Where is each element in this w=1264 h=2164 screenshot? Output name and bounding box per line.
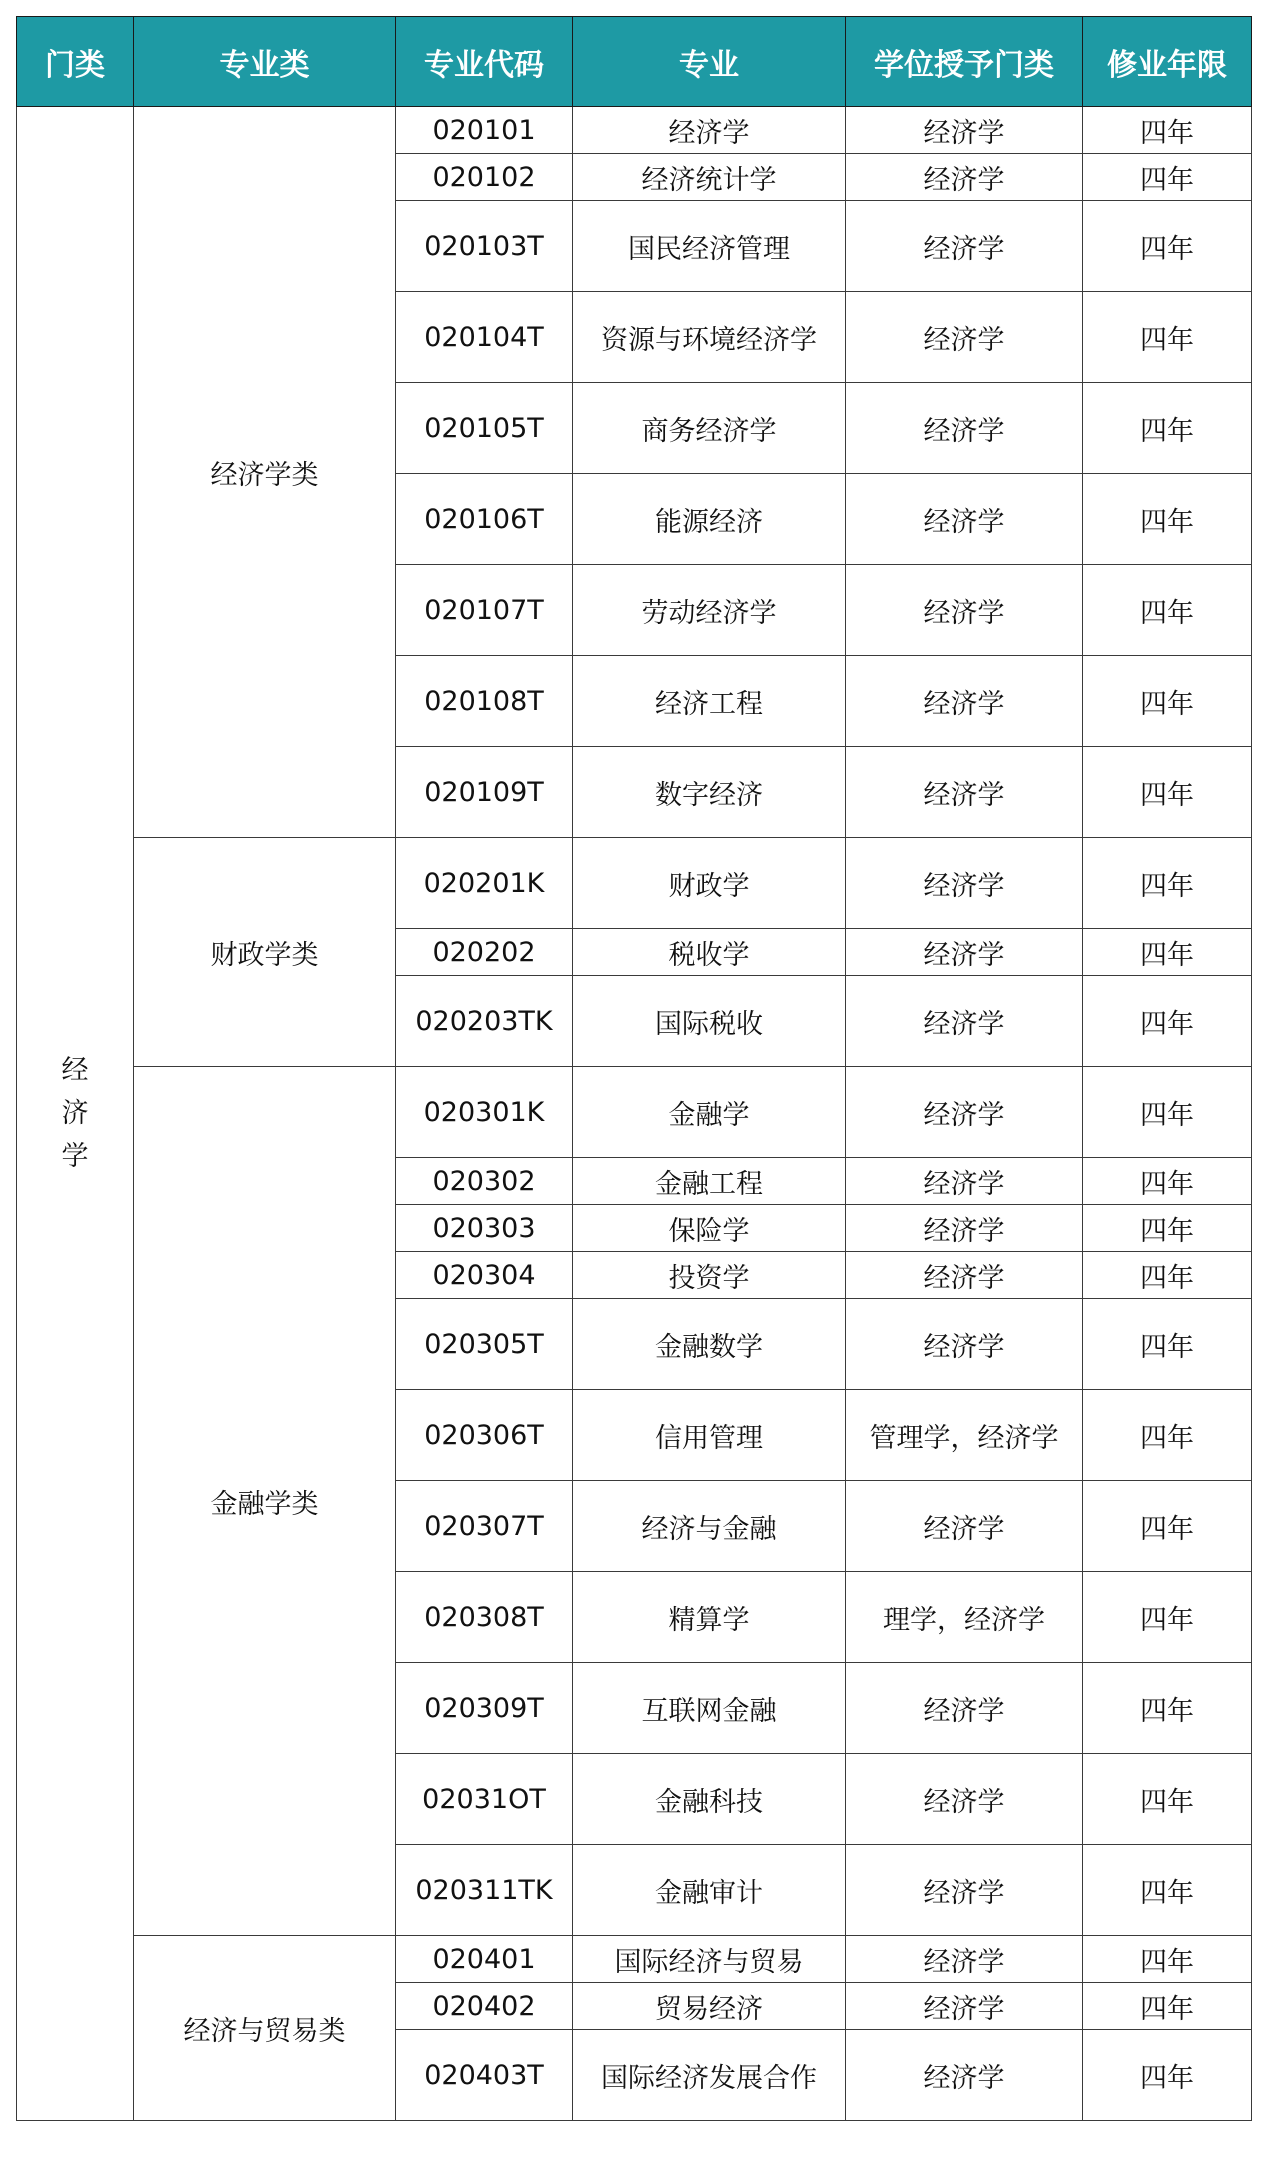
degree-cell: 经济学 <box>846 107 1083 154</box>
years-cell: 四年 <box>1083 1983 1252 2030</box>
degree-cell: 经济学 <box>846 929 1083 976</box>
category-cell: 经济学类 <box>134 107 396 838</box>
degree-cell: 经济学 <box>846 838 1083 929</box>
code-cell: 020105T <box>396 383 573 474</box>
degree-cell: 经济学 <box>846 1983 1083 2030</box>
years-cell: 四年 <box>1083 1158 1252 1205</box>
degree-cell: 经济学 <box>846 1205 1083 1252</box>
major-cell: 国际税收 <box>573 976 846 1067</box>
code-cell: 020306T <box>396 1390 573 1481</box>
header-nianxian: 修业年限 <box>1083 17 1252 107</box>
major-cell: 商务经济学 <box>573 383 846 474</box>
degree-cell: 经济学 <box>846 474 1083 565</box>
header-zhuanyelei: 专业类 <box>134 17 396 107</box>
major-cell: 贸易经济 <box>573 1983 846 2030</box>
discipline-char: 学 <box>61 1141 89 1172</box>
years-cell: 四年 <box>1083 1067 1252 1158</box>
code-cell: 020302 <box>396 1158 573 1205</box>
code-cell: 02031OT <box>396 1754 573 1845</box>
table-body <box>17 107 1252 2121</box>
majors-table <box>16 16 1252 2121</box>
degree-cell: 经济学 <box>846 2030 1083 2121</box>
years-cell: 四年 <box>1083 929 1252 976</box>
degree-cell: 理学，经济学 <box>846 1572 1083 1663</box>
years-cell: 四年 <box>1083 201 1252 292</box>
code-cell: 020201K <box>396 838 573 929</box>
degree-cell: 经济学 <box>846 1299 1083 1390</box>
major-cell: 金融审计 <box>573 1845 846 1936</box>
years-cell: 四年 <box>1083 1663 1252 1754</box>
code-cell: 020104T <box>396 292 573 383</box>
header-zhuanye: 专业 <box>573 17 846 107</box>
header-daima: 专业代码 <box>396 17 573 107</box>
code-cell: 020109T <box>396 747 573 838</box>
years-cell: 四年 <box>1083 747 1252 838</box>
major-cell: 经济工程 <box>573 656 846 747</box>
table-row <box>17 1067 1252 1158</box>
major-cell: 保险学 <box>573 1205 846 1252</box>
major-cell: 经济学 <box>573 107 846 154</box>
code-cell: 020305T <box>396 1299 573 1390</box>
category-cell: 经济与贸易类 <box>134 1936 396 2121</box>
category-cell: 财政学类 <box>134 838 396 1067</box>
table-row <box>17 1936 1252 1983</box>
header-menlei: 门类 <box>17 17 134 107</box>
code-cell: 020307T <box>396 1481 573 1572</box>
years-cell: 四年 <box>1083 565 1252 656</box>
code-cell: 020202 <box>396 929 573 976</box>
years-cell: 四年 <box>1083 292 1252 383</box>
major-cell: 金融工程 <box>573 1158 846 1205</box>
years-cell: 四年 <box>1083 2030 1252 2121</box>
discipline-char: 济 <box>61 1098 89 1129</box>
major-cell: 国际经济发展合作 <box>573 2030 846 2121</box>
category-cell: 金融学类 <box>134 1067 396 1936</box>
code-cell: 020101 <box>396 107 573 154</box>
major-cell: 互联网金融 <box>573 1663 846 1754</box>
table-row <box>17 838 1252 929</box>
major-cell: 能源经济 <box>573 474 846 565</box>
code-cell: 020402 <box>396 1983 573 2030</box>
years-cell: 四年 <box>1083 383 1252 474</box>
code-cell: 020203TK <box>396 976 573 1067</box>
major-cell: 财政学 <box>573 838 846 929</box>
code-cell: 020403T <box>396 2030 573 2121</box>
major-cell: 金融科技 <box>573 1754 846 1845</box>
degree-cell: 经济学 <box>846 1845 1083 1936</box>
code-cell: 020103T <box>396 201 573 292</box>
major-cell: 资源与环境经济学 <box>573 292 846 383</box>
years-cell: 四年 <box>1083 1390 1252 1481</box>
degree-cell: 经济学 <box>846 201 1083 292</box>
code-cell: 020108T <box>396 656 573 747</box>
discipline-char: 经 <box>61 1055 89 1086</box>
degree-cell: 经济学 <box>846 1663 1083 1754</box>
code-cell: 020401 <box>396 1936 573 1983</box>
code-cell: 020304 <box>396 1252 573 1299</box>
code-cell: 020301K <box>396 1067 573 1158</box>
degree-cell: 管理学，经济学 <box>846 1390 1083 1481</box>
years-cell: 四年 <box>1083 1299 1252 1390</box>
header-xuewei: 学位授予门类 <box>846 17 1083 107</box>
degree-cell: 经济学 <box>846 565 1083 656</box>
code-cell: 020303 <box>396 1205 573 1252</box>
degree-cell: 经济学 <box>846 747 1083 838</box>
years-cell: 四年 <box>1083 1572 1252 1663</box>
years-cell: 四年 <box>1083 1936 1252 1983</box>
degree-cell: 经济学 <box>846 1754 1083 1845</box>
major-cell: 精算学 <box>573 1572 846 1663</box>
years-cell: 四年 <box>1083 976 1252 1067</box>
years-cell: 四年 <box>1083 154 1252 201</box>
degree-cell: 经济学 <box>846 1158 1083 1205</box>
years-cell: 四年 <box>1083 107 1252 154</box>
major-cell: 国际经济与贸易 <box>573 1936 846 1983</box>
major-cell: 税收学 <box>573 929 846 976</box>
degree-cell: 经济学 <box>846 1936 1083 1983</box>
discipline-cell <box>17 107 134 2121</box>
major-cell: 金融学 <box>573 1067 846 1158</box>
code-cell: 020107T <box>396 565 573 656</box>
code-cell: 020102 <box>396 154 573 201</box>
code-cell: 020308T <box>396 1572 573 1663</box>
degree-cell: 经济学 <box>846 1067 1083 1158</box>
major-cell: 投资学 <box>573 1252 846 1299</box>
table-row <box>17 107 1252 154</box>
years-cell: 四年 <box>1083 656 1252 747</box>
years-cell: 四年 <box>1083 474 1252 565</box>
major-cell: 劳动经济学 <box>573 565 846 656</box>
major-cell: 经济统计学 <box>573 154 846 201</box>
years-cell: 四年 <box>1083 838 1252 929</box>
years-cell: 四年 <box>1083 1754 1252 1845</box>
years-cell: 四年 <box>1083 1481 1252 1572</box>
degree-cell: 经济学 <box>846 292 1083 383</box>
years-cell: 四年 <box>1083 1845 1252 1936</box>
major-cell: 信用管理 <box>573 1390 846 1481</box>
code-cell: 020106T <box>396 474 573 565</box>
years-cell: 四年 <box>1083 1252 1252 1299</box>
degree-cell: 经济学 <box>846 976 1083 1067</box>
degree-cell: 经济学 <box>846 1481 1083 1572</box>
code-cell: 020309T <box>396 1663 573 1754</box>
degree-cell: 经济学 <box>846 383 1083 474</box>
header-row <box>17 17 1252 107</box>
major-cell: 国民经济管理 <box>573 201 846 292</box>
years-cell: 四年 <box>1083 1205 1252 1252</box>
major-cell: 数字经济 <box>573 747 846 838</box>
degree-cell: 经济学 <box>846 656 1083 747</box>
degree-cell: 经济学 <box>846 154 1083 201</box>
major-cell: 经济与金融 <box>573 1481 846 1572</box>
major-cell: 金融数学 <box>573 1299 846 1390</box>
code-cell: 020311TK <box>396 1845 573 1936</box>
degree-cell: 经济学 <box>846 1252 1083 1299</box>
